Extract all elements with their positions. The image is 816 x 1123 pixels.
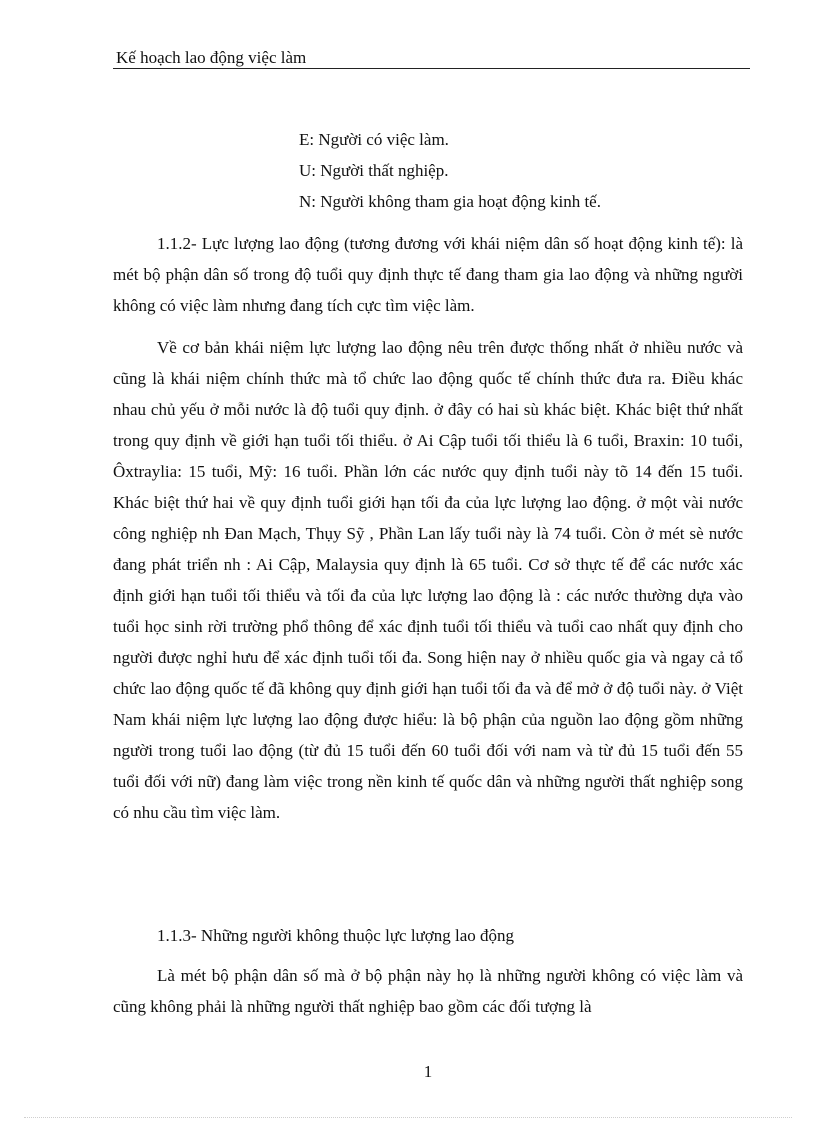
paragraph-not-in-labor-force: Là mét bộ phận dân số mà ở bộ phận này họ là những người không có việc làm và cũng không phải là những người thất nghiệp bao gồm các đối tượng là [113, 966, 743, 1016]
definition-employed: E: Người có việc làm. [299, 130, 449, 149]
definition-unemployed: U: Người thất nghiệp. [299, 161, 449, 180]
paragraph-labor-force-definition: 1.1.2- Lực lượng lao động (tương đương với khái niệm dân số hoạt động kinh tế): là mét bộ phận dân số trong độ tuổi quy định thực tế đang tham gia lao động và những người không có việc làm nhưng đang tích cực tìm việc làm. [113, 234, 743, 315]
page-bottom-divider [24, 1117, 792, 1118]
section-heading-not-in-labor-force: 1.1.3- Những người không thuộc lực lượng lao động [157, 926, 515, 945]
paragraph-labor-force-details: Về cơ bản khái niệm lực lượng lao động nêu trên được thống nhất ở nhiều nước và cũng là khái niệm chính thức mà tổ chức lao động quốc tế chính thức đưa ra. Điều khác nhau chủ yếu ở mỗi nước là độ tuổi quy định. ở đây có hai sù khác biệt. Khác biệt thứ nhất trong quy định về giới hạn tuổi tối thiểu. ở Ai Cập tuổi tối thiểu là 6 tuổi, Braxin: 10 tuổi, Ôxtraylia: 15 tuổi, Mỹ: 16 tuổi. Phần lớn các nước quy định tuổi này tõ 14 đến 15 tuổi. Khác biệt thứ hai về quy định tuổi giới hạn tối đa của lực lượng lao động. ở một vài nước công nghiệp nh Đan Mạch, Thụy Sỹ , Phần Lan lấy tuổi này là 74 tuổi. Còn ở mét sè nước đang phát triển nh : Ai Cập, Malaysia quy định là 65 tuổi. Cơ sở thực tế để các nước xác định giới hạn tuổi tối thiểu và tối đa của lực lượng lao động là : các nước thường dựa vào tuổi học sinh rời trường phổ thông để xác định tuổi tối thiểu và tuổi cao nhất quy định cho người được nghỉ hưu để xác định tuổi tối đa. Song hiện nay ở nhiều quốc gia và ngay cả tổ chức lao động quốc tế đã không quy định giới hạn tuổi tối đa và để mở ở độ tuổi này. ở Việt Nam khái niệm lực lượng lao động được hiểu: là bộ phận của nguồn lao động gồm những người trong tuổi lao động (từ đủ 15 tuổi đến 60 tuổi đối với nam và từ đủ 15 tuổi đến 55 tuổi đối với nữ) đang làm việc trong nền kinh tế quốc dân và những người thất nghiệp song có nhu cầu tìm việc làm. [113, 338, 743, 822]
page-number: 1 [423, 1062, 433, 1081]
header-title: Kế hoạch lao động việc làm [116, 48, 307, 67]
page-header [113, 46, 750, 69]
definition-list [299, 124, 601, 217]
definition-not-in-labor-force: N: Người không tham gia hoạt động kinh tế. [299, 192, 601, 211]
